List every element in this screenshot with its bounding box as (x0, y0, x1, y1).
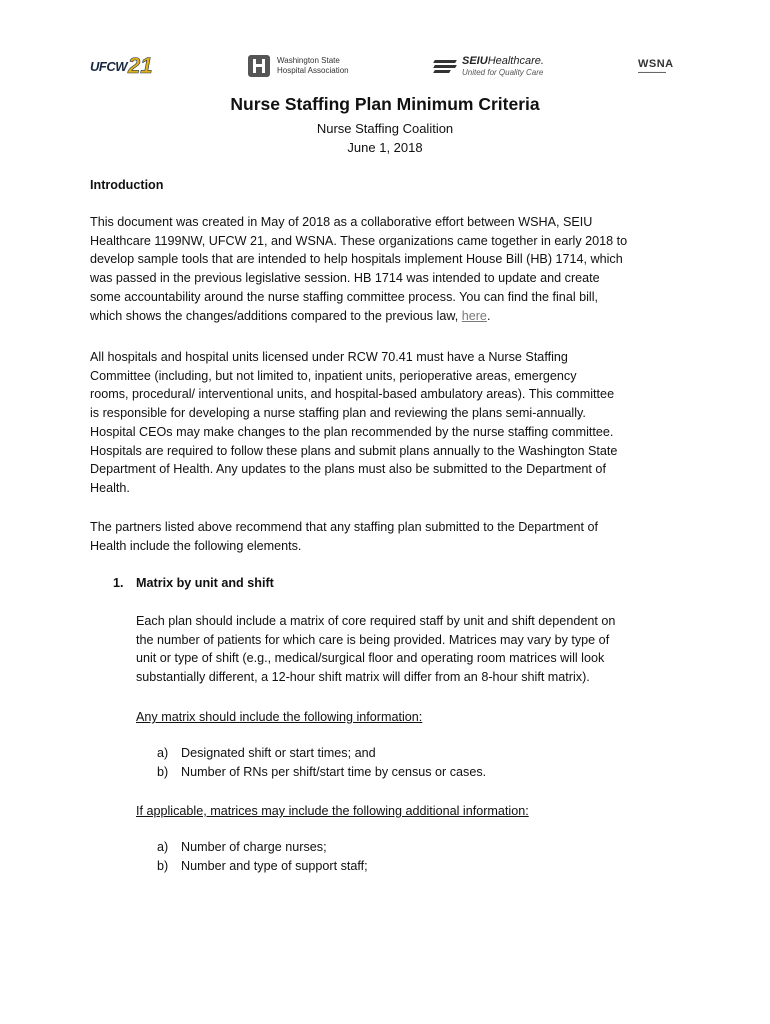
ufcw-logo-number: 21 (128, 53, 153, 78)
optional-info-heading: If applicable, matrices may include the following additional information: (136, 804, 529, 818)
paragraph-line: Healthcare 1199NW, UFCW 21, and WSNA. These organizations came together in early 2018 to (90, 233, 628, 248)
partners-paragraph (90, 518, 598, 555)
paragraph-line: Health. (90, 480, 130, 495)
ufcw-logo-word: UFCW (90, 58, 127, 74)
seiu-stripes-icon (434, 58, 456, 74)
paragraph-line: was passed in the previous legislative session. HB 1714 was intended to update and create (90, 271, 600, 286)
item-letter: b) (157, 859, 169, 873)
paragraph-line: Health include the following elements. (90, 538, 302, 553)
section-number: 1. (113, 576, 124, 590)
item-letter: a) (157, 840, 169, 854)
paragraph-line: some accountability around the nurse staffing committee process. You can find the final bill, (90, 289, 599, 304)
introduction-heading: Introduction (90, 178, 164, 192)
document-date: June 1, 2018 (347, 140, 423, 155)
paragraph-line: Each plan should include a matrix of core required staff by unit and shift dependent on (136, 614, 616, 628)
seiu-brand-bold: SEIU (462, 55, 488, 67)
wsha-h-icon (248, 55, 270, 77)
paragraph-line: rooms, procedural/ interventional units, and hospital-based ambulatory areas). This committee (90, 387, 615, 402)
wsha-logo-line1: Washington State (277, 56, 340, 65)
paragraph-line: substantially different, a 12-hour shift matrix will differ from an 8-hour shift matrix). (136, 670, 590, 685)
wsha-logo (248, 46, 349, 86)
optional-item (157, 859, 368, 873)
seiu-tagline: United for Quality Care (462, 68, 544, 77)
seiu-brand-rest: Healthcare. (487, 55, 544, 67)
paragraph-line-text: which shows the changes/additions compared to the previous law, (90, 308, 462, 323)
paragraph-line: develop sample tools that are intended to help hospitals implement House Bill (HB) 1714, which (90, 252, 623, 267)
item-text: Number and type of support staff; (181, 859, 368, 873)
required-item (157, 765, 486, 779)
wsna-logo-tagline-graphic: ▬▬▬▬▬▬▬▬ (638, 70, 666, 74)
wsna-logo (638, 46, 674, 86)
required-item (157, 746, 376, 760)
section-title: Matrix by unit and shift (136, 576, 274, 590)
paragraph-line: All hospitals and hospital units licensed under RCW 70.41 must have a Nurse Staffing (90, 350, 568, 364)
item-text: Number of charge nurses; (181, 840, 327, 854)
paragraph-line: the number of patients for which care is being provided. Matrices may vary by type of (136, 632, 610, 647)
logo-bar (0, 46, 770, 86)
document-subtitle: Nurse Staffing Coalition (316, 121, 454, 136)
item-text: Number of RNs per shift/start time by census or cases. (181, 765, 487, 779)
required-info-heading: Any matrix should include the following information: (136, 710, 423, 724)
paragraph-line: The partners listed above recommend that any staffing plan submitted to the Department of (90, 520, 598, 534)
paragraph-line: Department of Health. Any updates to the plans must also be submitted to the Department of (90, 462, 606, 477)
wsha-logo-line2: Hospital Association (277, 66, 349, 75)
committee-paragraph (90, 348, 617, 498)
section-1-paragraph (136, 612, 615, 687)
paragraph-line: This document was created in May of 2018 as a collaborative effort between WSHA, SEIU (90, 215, 593, 229)
optional-item (157, 840, 327, 854)
paragraph-line: unit or type of shift (e.g., medical/surgical floor and operating room matrices will look (136, 651, 605, 666)
paragraph-line: is responsible for developing a nurse staffing plan and reviewing the plans semi-annually. (90, 406, 586, 421)
paragraph-line (90, 307, 627, 326)
item-text: Designated shift or start times; and (181, 746, 376, 760)
seiu-healthcare-logo (434, 46, 544, 86)
introduction-paragraph (90, 213, 627, 325)
wsna-logo-word: WSNA (638, 58, 674, 70)
item-letter: a) (157, 746, 169, 760)
final-bill-link[interactable]: here (461, 308, 487, 323)
section-1-heading (113, 576, 274, 590)
paragraph-line-end: . (486, 308, 491, 323)
ufcw-21-logo (90, 46, 152, 86)
paragraph-line: Hospitals are required to follow these plans and submit plans annually to the Washington State (90, 443, 618, 458)
item-letter: b) (157, 765, 169, 779)
paragraph-line: Committee (including, but not limited to, inpatient units, perioperative areas, emergency (90, 368, 577, 383)
document-title: Nurse Staffing Plan Minimum Criteria (230, 94, 540, 114)
paragraph-line: Hospital CEOs may make changes to the plan recommended by the nurse staffing committee. (90, 424, 614, 439)
